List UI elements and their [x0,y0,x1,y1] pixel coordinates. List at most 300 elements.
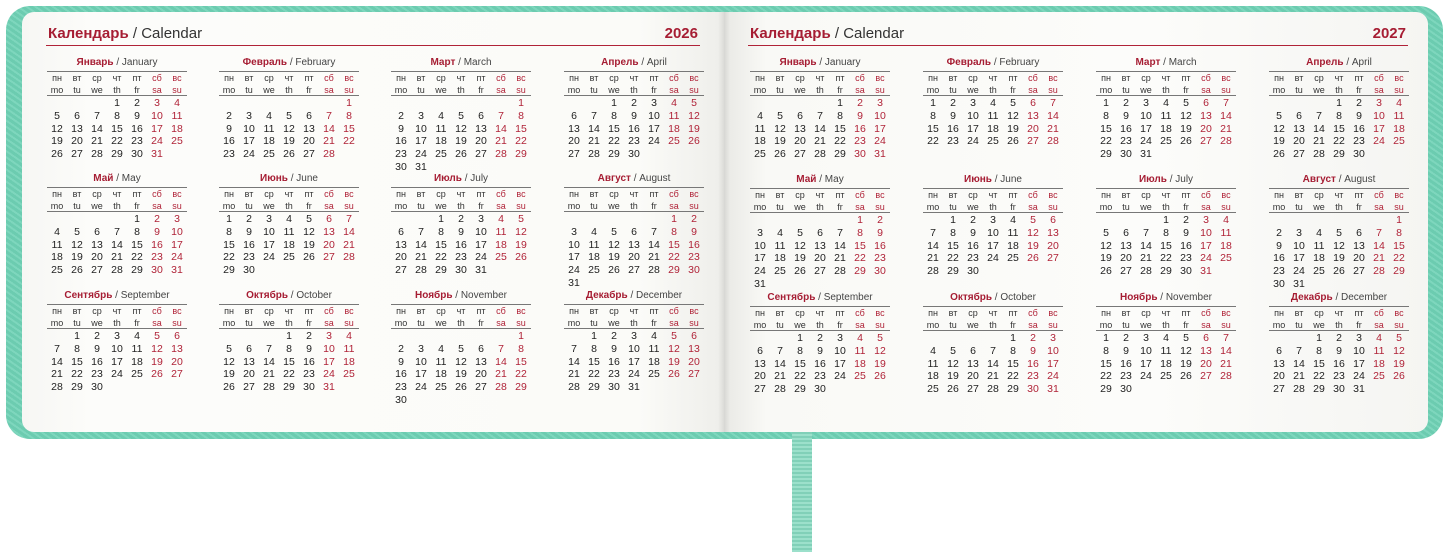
weekday-label: fr [306,318,312,328]
day-cell: 19 [1027,239,1039,252]
weekday-label: su [875,320,885,330]
month-title [1096,173,1236,188]
day-cell: 2 [950,97,956,109]
weekday-row-ru [1269,307,1409,319]
day-cell: 1 [518,330,524,342]
day-cell: 2 [1356,97,1362,109]
weekday-label: tu [590,201,598,211]
weekday-label: чт [815,308,825,318]
weekday-label: сб [496,306,506,316]
weekday-label: вс [1394,190,1404,200]
day-cell [810,278,830,291]
day-cell: 18 [854,357,866,370]
day-cell: 17 [1373,122,1385,135]
weekday-label: пт [835,73,845,83]
month-separator: / [630,290,634,301]
weekday-label: su [1048,202,1058,212]
day-cell: 20 [1027,122,1039,135]
weekday-label: вс [875,308,885,318]
day-cell: 27 [794,148,806,161]
day-cell: 12 [1393,344,1405,357]
day-cell: 24 [1140,370,1152,383]
day-cell: 3 [1203,214,1209,226]
day-cell: 15 [668,238,680,251]
day-cell: 14 [927,239,939,252]
day-cell: 18 [588,251,600,264]
week-row [219,264,359,277]
day-cell [1269,332,1289,345]
month-title [564,172,704,187]
page-header-2026 [46,18,700,46]
day-cell: 18 [435,135,447,148]
day-cell: 18 [283,238,295,251]
day-cell: 23 [223,148,235,161]
month-february-2027 [923,56,1063,168]
day-cell: 28 [774,383,786,396]
day-cell [391,97,411,110]
weekday-label: чт [629,73,639,83]
day-cell [259,97,279,110]
day-cell: 18 [648,355,660,368]
day-cell: 11 [1393,109,1405,122]
day-cell: 9 [611,342,617,355]
day-cell [790,214,810,227]
weekday-header [923,306,1063,331]
day-cell [107,213,127,226]
week-row [1096,123,1236,136]
day-cell: 15 [834,122,846,135]
month-name-en: May [824,174,844,185]
weekday-label: sa [496,318,506,328]
week-row [564,148,704,161]
week-row [923,135,1063,148]
month-january-2026 [47,56,187,168]
week-row [564,251,704,264]
weekday-label: sa [152,85,162,95]
month-days [219,212,359,277]
day-cell: 20 [688,355,700,368]
day-cell: 4 [54,225,60,238]
week-row [1096,240,1236,253]
day-cell: 13 [243,355,255,368]
month-days [564,329,704,394]
month-days [47,329,187,394]
week-row [391,135,531,148]
weekday-label: вс [689,306,699,316]
month-days [47,212,187,277]
day-cell [1156,148,1176,161]
day-cell [239,97,259,110]
week-row [923,345,1063,358]
weekday-row-ru [1096,72,1236,84]
month-name-ru: Май [796,174,817,185]
day-cell: 29 [71,381,83,394]
weekday-label: ср [92,306,102,316]
weekday-label: we [967,320,979,330]
day-cell: 23 [1333,370,1345,383]
weekday-row-en [219,317,359,329]
weekday-label: пн [224,189,234,199]
day-cell: 24 [475,251,487,264]
week-row [391,356,531,369]
month-name-en: January [121,57,158,68]
month-separator: / [1335,292,1339,303]
month-days [750,96,890,161]
weekday-row-en [1096,319,1236,331]
weekday-row-en [750,319,890,331]
day-cell: 22 [1007,370,1019,383]
week-row [750,97,890,110]
day-cell: 16 [1273,252,1285,265]
day-cell: 10 [415,355,427,368]
day-cell: 25 [343,368,355,381]
day-cell: 27 [568,148,580,161]
month-separator: / [994,292,998,303]
weekday-label: th [630,85,638,95]
day-cell [750,214,770,227]
day-cell: 4 [1396,97,1402,109]
week-row [47,381,187,394]
day-cell: 17 [263,238,275,251]
day-cell [259,330,279,343]
weekday-label: sa [152,318,162,328]
day-cell: 27 [754,383,766,396]
weekday-label: tu [776,85,784,95]
day-cell: 1 [346,97,352,109]
weekday-label: чт [988,308,998,318]
day-cell [1289,214,1309,227]
weekday-label: сб [1374,308,1384,318]
day-cell: 14 [1220,109,1232,122]
weekday-label: fr [1183,202,1189,212]
weekday-header [47,304,187,329]
day-cell: 26 [1007,135,1019,148]
day-cell: 24 [1140,135,1152,148]
day-cell: 31 [1140,148,1152,161]
day-cell: 23 [395,148,407,161]
day-cell: 29 [794,383,806,396]
day-cell [127,381,147,394]
day-cell: 13 [754,357,766,370]
weekday-label: th [816,85,824,95]
weekday-label: th [1162,85,1170,95]
title-ru: Календарь [750,25,831,42]
week-row [391,213,531,226]
day-cell [1289,332,1309,345]
day-cell: 22 [515,135,527,148]
weekday-label: сб [1201,73,1211,83]
day-cell: 11 [263,122,275,135]
day-cell: 2 [857,97,863,109]
day-cell: 9 [877,226,883,239]
day-cell [1023,265,1043,278]
day-cell: 5 [518,213,524,225]
weekday-label: вс [516,73,526,83]
day-cell: 5 [458,109,464,122]
day-cell [983,332,1003,345]
day-cell: 27 [1120,265,1132,278]
day-cell: 8 [1396,226,1402,239]
day-cell: 19 [1100,252,1112,265]
day-cell: 16 [395,368,407,381]
day-cell: 16 [455,238,467,251]
day-cell: 10 [415,122,427,135]
day-cell: 1 [74,330,80,342]
day-cell: 20 [1047,239,1059,252]
week-row [564,330,704,343]
day-cell [391,330,411,343]
weekday-row-en [1269,84,1409,96]
day-cell: 12 [151,342,163,355]
day-cell: 9 [1123,344,1129,357]
weekday-label: вс [689,189,699,199]
day-cell: 8 [518,342,524,355]
day-cell: 2 [1183,214,1189,226]
weekday-row-ru [47,188,187,200]
day-cell: 14 [495,355,507,368]
week-row [219,97,359,110]
day-cell: 14 [774,357,786,370]
day-cell: 12 [283,122,295,135]
day-cell [1116,214,1136,227]
month-separator: / [116,57,120,68]
weekday-label: we [1313,202,1325,212]
day-cell: 19 [688,122,700,135]
weekday-label: вт [1121,308,1131,318]
day-cell: 6 [1203,97,1209,109]
week-row [750,135,890,148]
day-cell: 7 [114,225,120,238]
day-cell [664,277,684,290]
day-cell: 10 [987,226,999,239]
week-row [923,240,1063,253]
month-separator: / [1163,57,1166,68]
weekday-label: su [1221,320,1231,330]
day-cell: 27 [1200,135,1212,148]
day-cell [644,213,664,226]
day-cell: 26 [688,135,700,148]
day-cell: 28 [568,381,580,394]
day-cell: 24 [1293,265,1305,278]
day-cell: 23 [947,135,959,148]
month-title [391,289,531,304]
month-separator: / [633,173,637,184]
month-name-en: April [1351,57,1372,68]
day-cell: 2 [970,214,976,226]
day-cell: 12 [1180,344,1192,357]
day-cell: 5 [1276,109,1282,122]
week-row [391,226,531,239]
day-cell [219,330,239,343]
week-row [1269,370,1409,383]
day-cell: 18 [51,251,63,264]
day-cell: 13 [1120,239,1132,252]
day-cell: 13 [475,122,487,135]
day-cell [664,148,684,161]
weekday-row-ru [391,305,531,317]
day-cell [830,278,850,291]
day-cell: 13 [794,122,806,135]
week-row [47,148,187,161]
day-cell: 11 [131,342,143,355]
weekday-label: tu [949,202,957,212]
month-name-ru: Октябрь [246,290,289,301]
day-cell: 26 [1333,265,1345,278]
week-row [564,239,704,252]
weekday-label: чт [456,189,466,199]
day-cell [770,97,790,110]
week-row [391,264,531,277]
weekday-row-en [923,201,1063,213]
day-cell [259,264,279,277]
month-separator: / [455,290,459,301]
day-cell [411,213,431,226]
day-cell: 26 [1180,135,1192,148]
week-row [1269,123,1409,136]
day-cell: 1 [286,330,292,342]
weekday-label: sa [152,201,162,211]
day-cell [870,383,890,396]
day-cell [1043,265,1063,278]
day-cell: 25 [648,368,660,381]
day-cell: 24 [568,264,580,277]
day-cell: 24 [415,381,427,394]
day-cell [167,148,187,161]
day-cell: 5 [54,109,60,122]
weekday-label: ср [609,189,619,199]
weekday-label: чт [1161,190,1171,200]
day-cell: 15 [515,122,527,135]
day-cell: 31 [874,148,886,161]
month-separator: / [1160,292,1164,303]
weekday-row-ru [219,72,359,84]
month-august-2026 [564,172,704,289]
weekday-label: sa [1028,202,1038,212]
month-days [1096,213,1236,278]
day-cell: 16 [151,238,163,251]
weekday-label: сб [324,189,334,199]
weekday-row-en [1096,201,1236,213]
day-cell: 30 [814,383,826,396]
weekday-label: fr [306,201,312,211]
day-cell [471,97,491,110]
day-cell: 11 [588,238,600,251]
weekday-label: mo [1099,320,1113,330]
week-row [219,226,359,239]
month-separator: / [458,57,461,68]
day-cell: 16 [1120,122,1132,135]
month-separator: / [994,174,998,185]
day-cell: 12 [455,355,467,368]
month-name-ru: Сентябрь [767,292,816,303]
day-cell [850,383,870,396]
day-cell: 15 [1100,357,1112,370]
weekday-header [391,71,531,96]
day-cell: 19 [1273,135,1285,148]
weekday-label: пт [649,306,659,316]
day-cell [299,97,319,110]
weekday-header [219,71,359,96]
day-cell: 8 [438,225,444,238]
day-cell: 15 [1313,357,1325,370]
weekday-label: ср [92,73,102,83]
day-cell: 22 [343,135,355,148]
day-cell: 22 [1100,370,1112,383]
day-cell: 21 [415,251,427,264]
day-cell: 1 [134,213,140,225]
day-cell: 6 [74,109,80,122]
day-cell: 5 [74,225,80,238]
day-cell: 15 [283,355,295,368]
day-cell: 11 [1160,109,1172,122]
weekday-label: fr [651,318,657,328]
day-cell: 31 [1200,265,1212,278]
day-cell: 4 [438,342,444,355]
day-cell: 9 [398,122,404,135]
weekday-label: fr [1356,320,1362,330]
day-cell: 31 [151,148,163,161]
day-cell: 18 [1007,239,1019,252]
weekday-label: fr [1356,202,1362,212]
day-cell [1389,148,1409,161]
weekday-header [564,304,704,329]
day-cell [431,330,451,343]
day-cell: 17 [628,355,640,368]
day-cell: 28 [1220,370,1232,383]
weekday-label: th [285,318,293,328]
weekday-label: вс [875,73,885,83]
day-cell: 26 [794,265,806,278]
weekday-header [1269,306,1409,331]
weekday-label: вт [1121,73,1131,83]
day-cell [564,97,584,110]
day-cell: 30 [91,381,103,394]
day-cell: 15 [927,122,939,135]
week-row [391,368,531,381]
day-cell: 31 [628,381,640,394]
day-cell: 29 [588,381,600,394]
weekday-row-en [564,317,704,329]
title-separator: / [132,25,138,42]
day-cell: 16 [131,122,143,135]
week-row [219,123,359,136]
day-cell: 12 [668,342,680,355]
day-cell: 1 [837,97,843,109]
day-cell: 20 [794,135,806,148]
day-cell: 22 [515,368,527,381]
day-cell: 8 [1103,344,1109,357]
day-cell [1176,383,1196,396]
day-cell: 9 [458,225,464,238]
day-cell [1329,278,1349,291]
day-cell: 22 [1333,135,1345,148]
day-cell: 14 [323,122,335,135]
month-name-en: September [120,290,170,301]
weekday-label: tu [776,320,784,330]
day-cell: 18 [435,368,447,381]
day-cell: 10 [648,109,660,122]
weekday-label: сб [1201,190,1211,200]
week-row [219,368,359,381]
month-name-en: September [823,292,873,303]
day-cell: 29 [608,148,620,161]
day-cell [923,214,943,227]
day-cell [923,332,943,345]
week-row [923,370,1063,383]
weekday-label: пт [304,189,314,199]
day-cell: 17 [475,238,487,251]
week-row [47,226,187,239]
